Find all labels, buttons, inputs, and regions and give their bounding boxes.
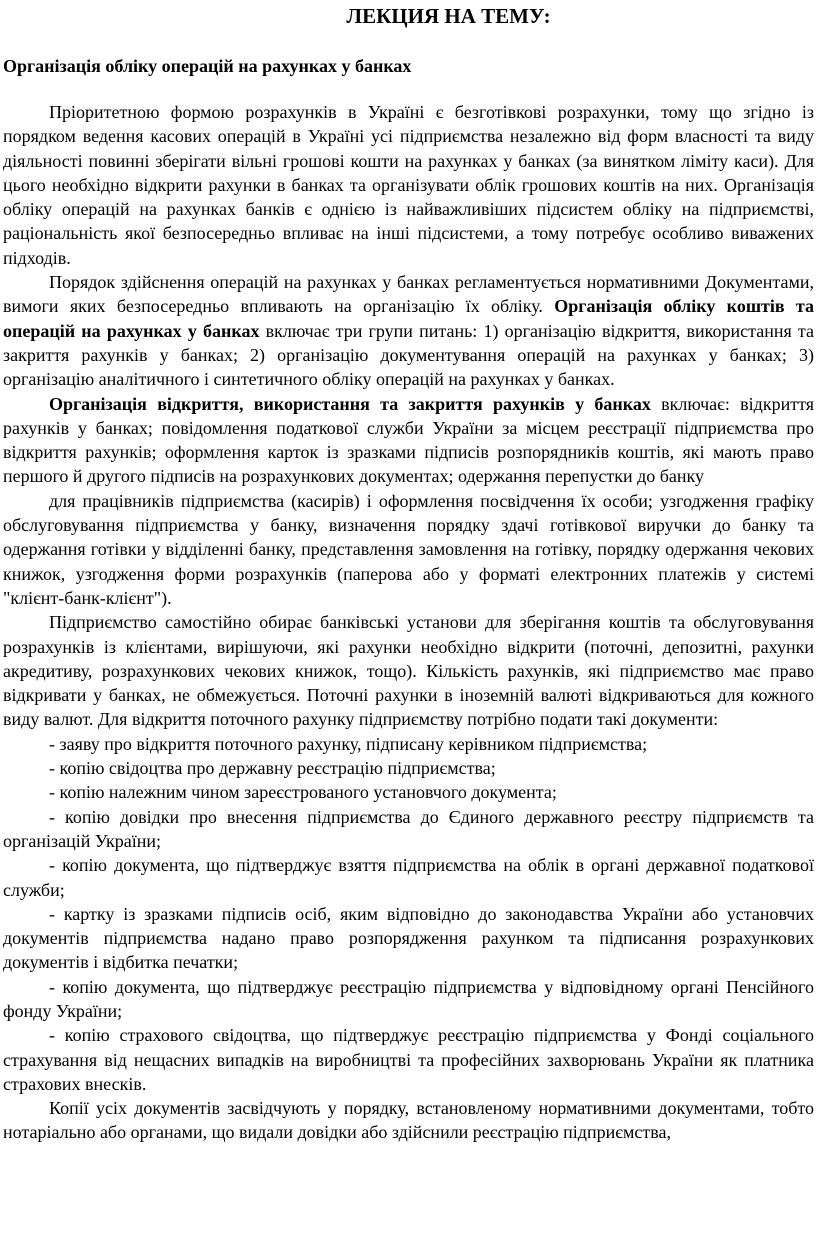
paragraph-text: включає три групи питань: 1) організацію відкриття, використання та закриття рахунків у банках; 2) організацію документування операцій на рахунках у банках; 3) організацію аналітичного і синтетичного обліку операцій на рахунках у банках.	[3, 320, 815, 390]
paragraph: Підприємство самостійно обирає банківські установи для зберігання коштів та обслуговування розрахунків із клієнтами, вирішуючи, які рахунки необхідно відкрити (поточні, депозитні, рахунки акредитиву, розрахункових чекових книжок, тощо). Кількість рахунків, які підприємство має право відкривати у банках, не обмежується. Поточні рахунки в іноземній валюті відкриваються для кожного виду валют. Для відкриття поточного рахунку підприємству потрібно подати такі документи:	[3, 612, 814, 730]
list-item: - копію свідоцтва про державну реєстрацію підприємства;	[49, 758, 496, 779]
paragraph-bold-text: Організація відкриття, використання та закриття рахунків у банках	[49, 393, 651, 414]
page-title: ЛЕКЦИЯ НА ТЕМУ:	[346, 4, 551, 28]
list-item: - копію належним чином зареєстрованого установчого документа;	[49, 782, 557, 803]
list-item: - копію страхового свідоцтва, що підтверджує реєстрацію підприємства у Фонді соціального страхування від нещасних випадків на виробництві та професійних захворювань України як платника страхових внесків.	[3, 1025, 814, 1094]
paragraph: Копії усіх документів засвідчують у порядку, встановленому нормативними документами, тобто нотаріально або органами, що видали довідки або здійснили реєстрацію підприємства,	[3, 1098, 814, 1143]
paragraph: для працівників підприємства (касирів) і оформлення посвідчення їх особи; узгодження графіку обслуговування підприємства у банку, визначення порядку здачі готівкової виручки до банку та одержання готівки у відділенні банку, представлення замовлення на готівку, порядку одержання чекових книжок, узгодження форми розрахунків (паперова або у форматі електронних платежів у системі "клієнт-банк-клієнт").	[3, 490, 814, 608]
paragraph: Пріоритетною формою розрахунків в Україні є безготівкові розрахунки, тому що згідно із порядком ведення касових операцій в Україні усі підприємства незалежно від форм власності та виду діяльності повинні зберігати вільні грошові кошти на рахунках у банках (за винятком ліміту каси). Для цього необхідно відкрити рахунки в банках та організувати облік грошових коштів на них. Організація обліку операцій на рахунках банків є однією із найважливіших підсистем обліку на підприємстві, раціональність якої безпосередньо впливає на інші підсистеми, а тому потребує особливо виважених підходів.	[3, 102, 814, 268]
paragraph-text: включає: відкриття рахунків у банках; повідомлення податкової служби України за місцем реєстрації підприємства про відкриття рахунків; оформлення карток із зразками підписів розпорядників коштів, які мають право першого й другого підписів на розрахункових документах; одержання перепустки до банку	[3, 393, 814, 487]
list-item: - копію довідки про внесення підприємства до Єдиного державного реєстру підприємств та організацій України;	[3, 806, 814, 851]
paragraph-text: Порядок здійснення операцій на рахунках у банках регламентується нормативними Документами, вимоги яких безпосередньо впливають на організацію їх обліку.	[3, 272, 814, 317]
list-item: - копію документа, що підтверджує взяття підприємства на облік в органі державної податкової служби;	[3, 855, 814, 900]
paragraph	[3, 392, 814, 489]
paragraph-bold-text: Організація обліку коштів та операцій на рахунках у банках	[3, 296, 814, 341]
document-page	[0, 4, 816, 1238]
list-item: - заяву про відкриття поточного рахунку, підписану керівником підприємства;	[49, 733, 648, 754]
document-body	[3, 100, 814, 1145]
lecture-topic: Організація обліку операцій на рахунках у банках	[3, 56, 412, 76]
list-item: - копію документа, що підтверджує реєстрацію підприємства у відповідному органі Пенсійного фонду України;	[3, 976, 814, 1021]
paragraph	[3, 270, 814, 391]
list-item: - картку із зразками підписів осіб, яким відповідно до законодавства України або установчих документів підприємства надано право розпорядження рахунком та підписання розрахункових документів і відбитка печатки;	[3, 903, 814, 973]
